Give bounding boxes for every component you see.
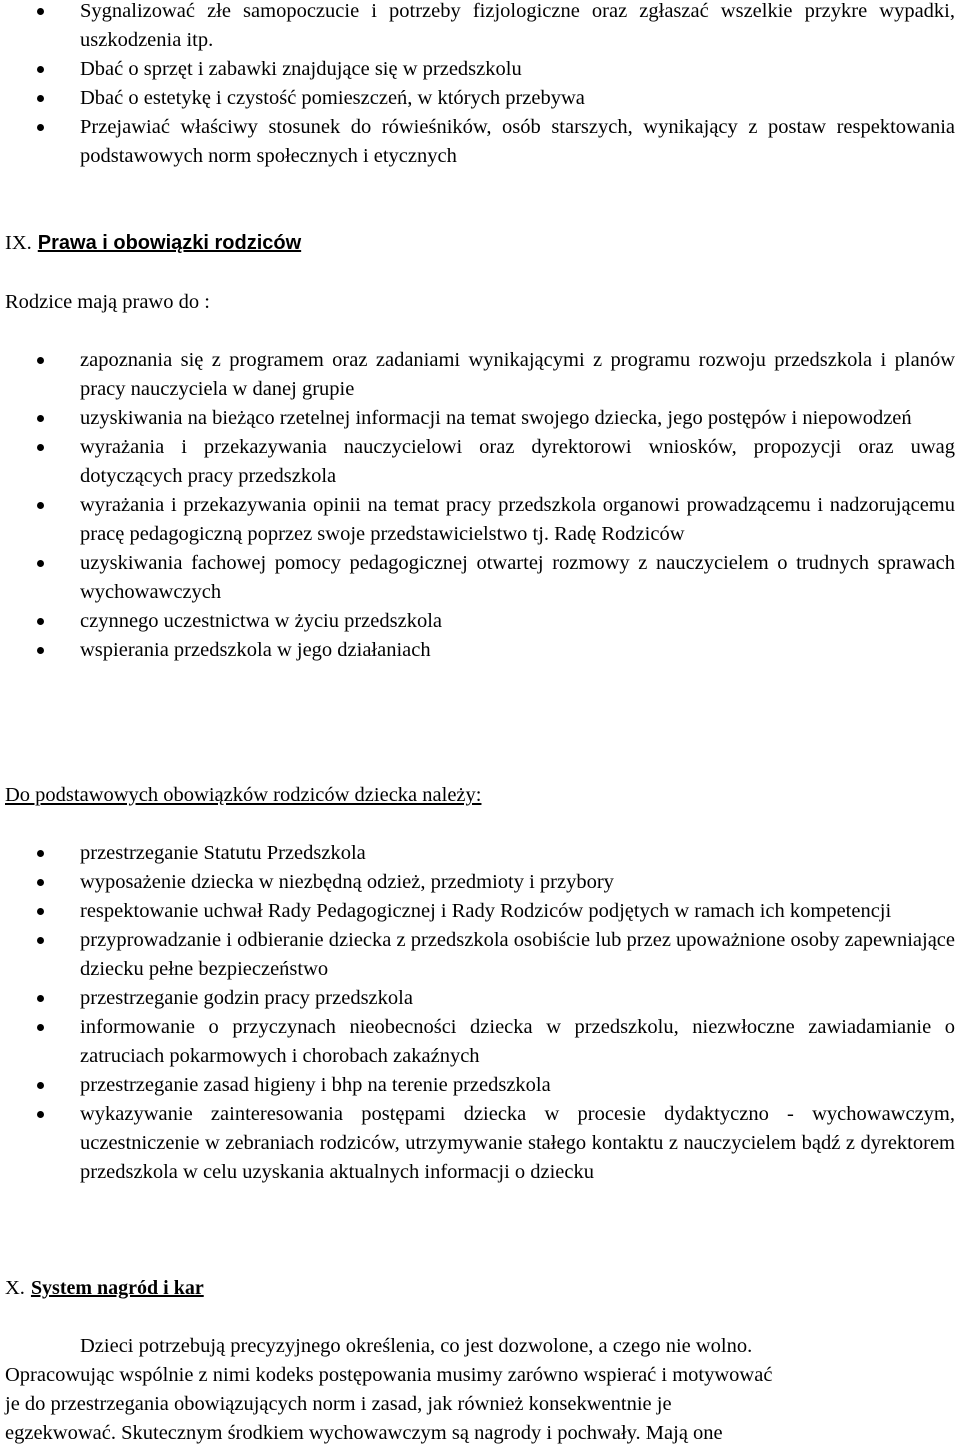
bullet-icon (37, 879, 44, 886)
bullet-icon (37, 618, 44, 625)
bullet-icon (37, 1111, 44, 1118)
paragraph-line: je do przestrzegania obowiązujących norm i zasad, jak również konsekwentnie je (5, 1393, 672, 1415)
rights-intro: Rodzice mają prawo do : (5, 291, 210, 313)
top-list (0, 0, 960, 171)
bullet-icon (37, 8, 44, 15)
bullet-icon (37, 415, 44, 422)
section-heading-x (5, 1274, 204, 1303)
list-item: Dbać o sprzęt i zabawki znajdujące się w przedszkolu (0, 55, 960, 84)
section-number: IX. (5, 232, 32, 254)
bullet-icon (37, 995, 44, 1002)
section-title: System nagród i kar (30, 1277, 204, 1299)
duties-list (0, 839, 960, 1187)
list-item: przyprowadzanie i odbieranie dziecka z przedszkola osobiście lub przez upoważnione osoby zapewniające dziecku pełne bezpieczeństwo (0, 926, 960, 984)
bullet-icon (37, 357, 44, 364)
paragraph-line: Opracowując wspólnie z nimi kodeks postępowania musimy zarówno wspierać i motywować (5, 1364, 773, 1386)
duties-list-section (0, 839, 960, 1187)
list-item: Przejawiać właściwy stosunek do rówieśników, osób starszych, wynikający z postaw respektowania podstawowych norm społecznych i etycznych (0, 113, 960, 171)
duties-intro: Do podstawowych obowiązków rodziców dziecka należy: (5, 784, 482, 806)
section-x-paragraph (5, 1332, 955, 1448)
list-item: uzyskiwania na bieżąco rzetelnej informacji na temat swojego dziecka, jego postępów i niepowodzeń (0, 404, 960, 433)
list-item: wyrażania i przekazywania opinii na temat pracy przedszkola organowi prowadzącemu i nadzorującemu pracę pedagogiczną poprzez swoje przedstawicielstwo tj. Radę Rodziców (0, 491, 960, 549)
paragraph-line: egzekwować. Skutecznym środkiem wychowawczym są nagrody i pochwały. Mają one (5, 1422, 723, 1444)
top-list-section (0, 0, 960, 171)
bullet-icon (37, 560, 44, 567)
list-item: informowanie o przyczynach nieobecności dziecka w przedszkolu, niezwłoczne zawiadamianie o zatruciach pokarmowych i chorobach zakaźnych (0, 1013, 960, 1071)
bullet-icon (37, 95, 44, 102)
list-item: przestrzeganie godzin pracy przedszkola (0, 984, 960, 1013)
section-title: Prawa i obowiązki rodziców (37, 232, 302, 254)
list-item: wyrażania i przekazywania nauczycielowi oraz dyrektorowi wniosków, propozycji oraz uwag dotyczących pracy przedszkola (0, 433, 960, 491)
bullet-icon (37, 850, 44, 857)
paragraph-line: Dzieci potrzebują precyzyjnego określenia, co jest dozwolone, a czego nie wolno. (80, 1335, 753, 1357)
list-item: czynnego uczestnictwa w życiu przedszkola (0, 607, 960, 636)
list-item: respektowanie uchwał Rady Pedagogicznej i Rady Rodziców podjętych w ramach ich kompetencji (0, 897, 960, 926)
list-item: zapoznania się z programem oraz zadaniami wynikającymi z programu rozwoju przedszkola i planów pracy nauczyciela w danej grupie (0, 346, 960, 404)
list-item: przestrzeganie zasad higieny i bhp na terenie przedszkola (0, 1071, 960, 1100)
list-item: przestrzeganie Statutu Przedszkola (0, 839, 960, 868)
bullet-icon (37, 502, 44, 509)
list-item: Sygnalizować złe samopoczucie i potrzeby fizjologiczne oraz zgłaszać wszelkie przykre wypadki, uszkodzenia itp. (0, 0, 960, 55)
bullet-icon (37, 908, 44, 915)
list-item: uzyskiwania fachowej pomocy pedagogicznej otwartej rozmowy z nauczycielem o trudnych sprawach wychowawczych (0, 549, 960, 607)
list-item: Dbać o estetykę i czystość pomieszczeń, w których przebywa (0, 84, 960, 113)
bullet-icon (37, 647, 44, 654)
list-item: wspierania przedszkola w jego działaniach (0, 636, 960, 665)
section-heading-ix (5, 229, 301, 258)
rights-list (0, 346, 960, 665)
bullet-icon (37, 124, 44, 131)
section-number: X. (5, 1277, 25, 1299)
bullet-icon (37, 1082, 44, 1089)
bullet-icon (37, 1024, 44, 1031)
bullet-icon (37, 444, 44, 451)
bullet-icon (37, 937, 44, 944)
rights-list-section (0, 346, 960, 665)
list-item: wyposażenie dziecka w niezbędną odzież, przedmioty i przybory (0, 868, 960, 897)
bullet-icon (37, 66, 44, 73)
list-item: wykazywanie zainteresowania postępami dziecka w procesie dydaktyczno - wychowawczym, uczestniczenie w zebraniach rodziców, utrzymywanie stałego kontaktu z nauczycielem bądź z dyrektorem przedszkola w celu uzyskania aktualnych informacji o dziecku (0, 1100, 960, 1187)
